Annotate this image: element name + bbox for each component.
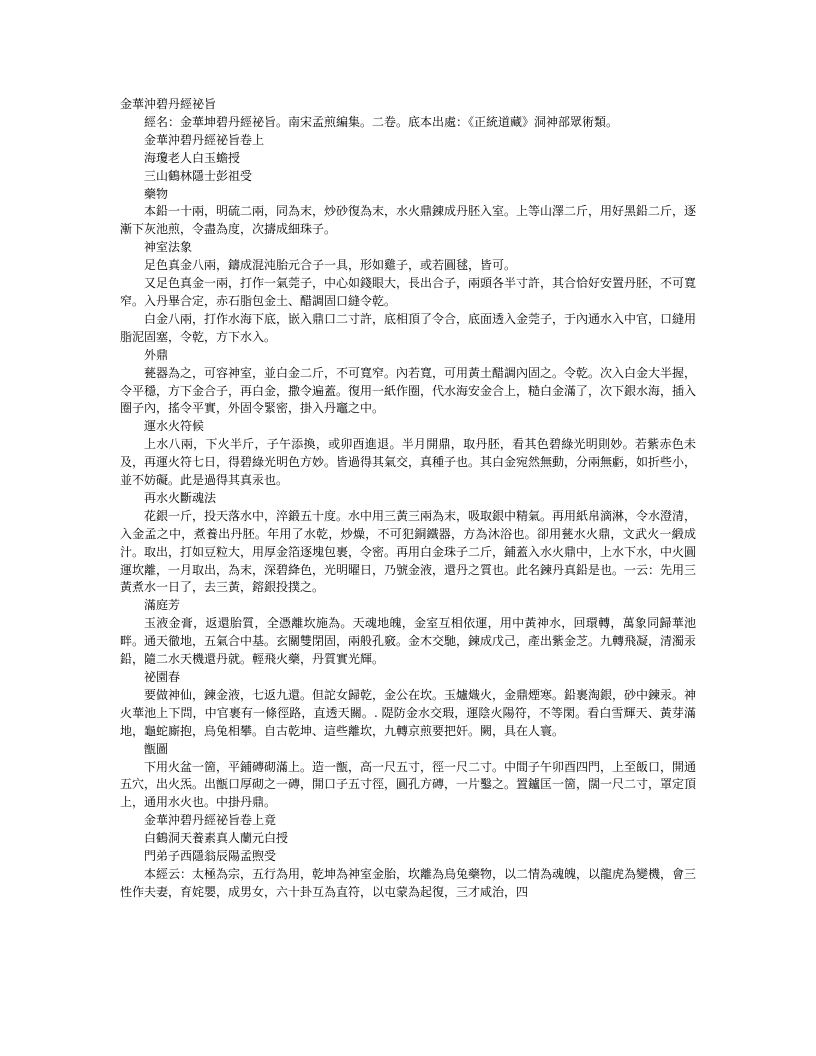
paragraph: 門弟子西隱翁辰陽孟煦受: [144, 849, 277, 864]
paragraph: 白金八兩，打作水海下底，嵌入鼎口二寸許，底相頂了令合，底面透入金莞子，于內通水入中官，口縫用脂泥固塞，令乾，方下水入。: [120, 311, 697, 344]
paragraph: 足色真金八兩，鑄成混沌胎元合子一具，形如雞子，或若圓毬，皆可。: [144, 258, 517, 273]
paragraph: 外鼎: [144, 347, 169, 362]
paragraph: 神室法象: [144, 240, 193, 255]
paragraph: 又足色真金一兩，打作一氣莞子，中心如錢眼大，長出合子，兩頭各半寸許，其合恰好安置丹胚，不可寬窄。入丹畢合定，赤石脂包金土、醋調固口縫令乾。: [120, 276, 697, 308]
paragraph: 要做神仙，鍊金液，七返九還。但詑女歸乾，金公在坎。玉爐熾火，金鼎煙寒。鉛裹淘銀，砂中鍊汞。神火華池上下問，中官裹有一條徑路，直透天關。. 隄防金水交瑕，運陰火陽符，不等閑。看白雪輝天、黃芽滿地，龜蛇廝抱，烏兔相攀。自古乾坤、這些離坎，九轉京煎要把奸。闕，具在人寰。: [120, 687, 697, 738]
paragraph: 下用火盆一箇，平鋪磚砌滿上。造一甑，高一尺五寸，徑一尺二寸。中間子午卯酉四門，上至飯口，開通五穴，出火炁。出甑口厚砌之一磚，開口子五寸徑，圓孔方磚，一片鑿之。置鑪匡一箇，闊一尺二寸，罩定頂上，通用水火也。中掛丹鼎。: [120, 759, 697, 810]
paragraph: 玉液金膏，返還胎質，全憑離坎施為。天魂地魄，金室互相依運，用中黃神水，回環轉，萬象同歸華池畔。通天徹地，五氣合中基。玄關雙閉固，兩般孔竅。金木交馳，鍊成戊己，產出紫金芝。九轉飛凝，清濁汞鉛，隨二水天機還丹就。輕飛火藥，丹質實光輝。: [120, 616, 697, 667]
paragraph: 經名：金華坤碧丹經祕旨。南宋孟煎編集。二卷。底本出處：《正統道藏》洞神部眾術類。: [144, 114, 619, 129]
paragraph: 花銀一斤，投天落水中，淬鍛五十度。水中用三黃三兩為末，吸取銀中精氣。再用紙帛滴淋，令水澄清，入金孟之中，煮養出丹胚。年用了水乾，炒燥，不可犯銅鐵器，方為沐浴也。卻用甆水火鼎，文武火一緞成汁。取出，打如豆粒大，用厚金箔逐塊包裹，令密。再用白金珠子二斤，鋪蓋入水火鼎中，上水下水，中火圓運坎離，一月取出，為末，深碧絳色，光明曜日，乃號金液，還丹之質也。此名鍊丹真鉛是也。一云：先用三黃煮水一日了，去三黃，鎔銀投撲之。: [120, 508, 697, 595]
paragraph: 滿庭芳: [144, 598, 181, 613]
paragraph: 本經云：太極為宗，五行為用，乾坤為神室金胎，坎離為烏兔藥物，以二情為魂魄，以龍虎為變機，會三性作夫妻，育姹嬰，成男女，六十卦互為直符，以屯蒙為起復，三才咸治，四: [120, 866, 697, 899]
paragraph: 再水火斷魂法: [144, 490, 217, 505]
paragraph: 海瓊老人白玉蟾授: [144, 150, 241, 165]
paragraph: 甆器為之，可容神室，並白金二斤，不可寬窄。內若寬，可用黃土醋調內固之。令乾。次入白金大半握，令平穩，方下金合子，再白金，撒令遍蓋。復用一紙作圈，代水海安金合上，糙白金滿了，次下銀水海，插入圈子內，搖令平實，外固令緊密，掛入丹竈之中。: [120, 365, 697, 416]
paragraph: 祕園春: [144, 670, 181, 684]
paragraph: 運水火符候: [144, 419, 205, 434]
document-title: 金華沖碧丹經祕旨: [120, 97, 217, 111]
paragraph: 三山鶴林隱士彭祖受: [144, 168, 253, 183]
document-body: [120, 96, 696, 902]
paragraph: 藥物: [144, 186, 169, 201]
paragraph: 本鉛一十兩，明硫二兩，同為末，炒砂復為末，水火鼎錬成丹胚入室。上等山澤二斤，用好黑鉛二斤，逐漸下灰池煎，令盡為度，次擣成細珠子。: [120, 204, 697, 237]
paragraph: 上水八兩，下火半斤，子午添換，或卯酉進退。半月開鼎，取丹胚，看其色碧綠光明則妙。若紫赤色未及，再運火符七日，得碧綠光明色方妙。皆過得其氣交，真種子也。其白金宛然無動，分兩無虧，如折些小，並不妨礙。此是過得其真汞也。: [120, 437, 697, 488]
paragraph: 金華沖碧丹經祕旨卷上: [144, 132, 265, 147]
paragraph: 白鶴洞天養素真人蘭元白授: [144, 831, 289, 846]
paragraph: 甑圖: [144, 741, 169, 756]
paragraph: 金華沖碧丹經祕旨卷上竟: [144, 813, 277, 828]
